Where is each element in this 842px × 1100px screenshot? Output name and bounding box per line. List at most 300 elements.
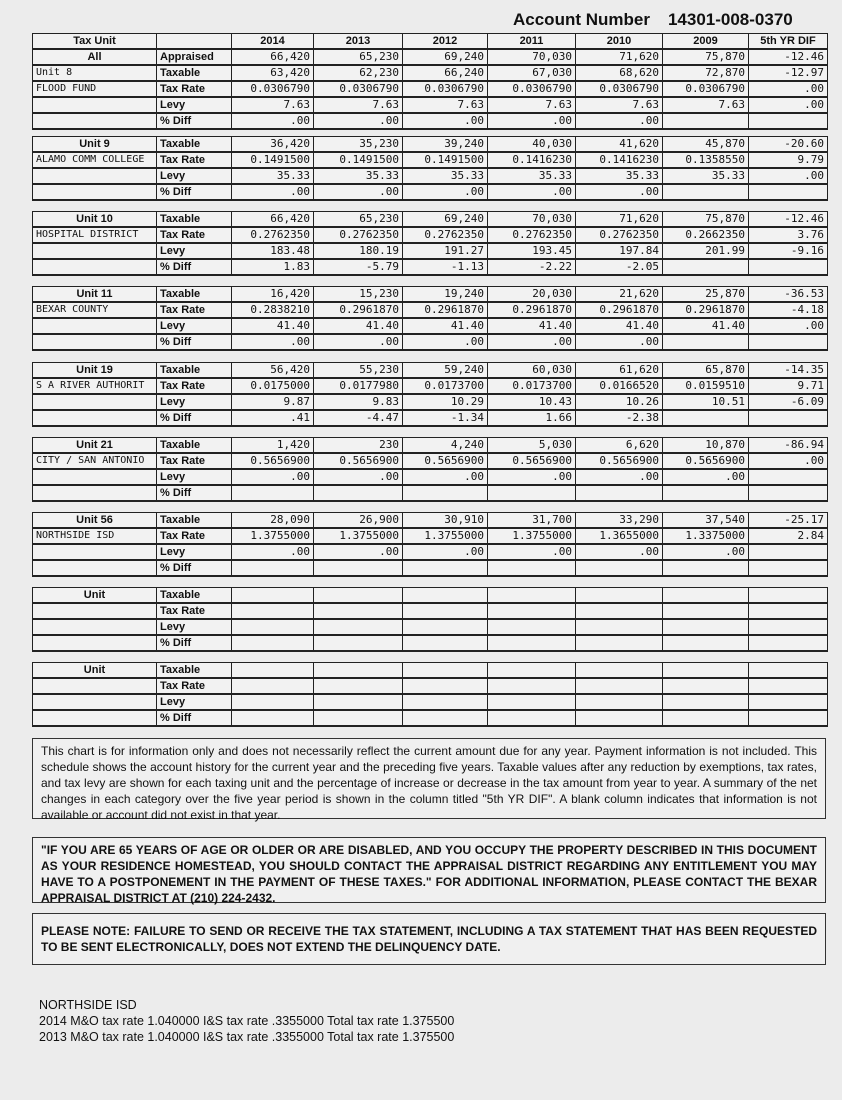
value-cell: 201.99 <box>663 243 749 259</box>
value-cell: 7.63 <box>403 97 488 113</box>
unit-cell: Unit <box>33 588 157 604</box>
value-cell: 193.45 <box>488 243 576 259</box>
value-cell <box>403 619 488 635</box>
value-cell: -6.09 <box>749 394 828 410</box>
row-label: Taxable <box>157 287 232 303</box>
value-cell: 9.87 <box>232 394 314 410</box>
value-cell: .00 <box>488 184 576 200</box>
tax-unit-table <box>32 286 828 351</box>
value-cell <box>314 619 403 635</box>
value-cell: 45,870 <box>663 137 749 153</box>
value-cell: 183.48 <box>232 243 314 259</box>
value-cell <box>488 619 576 635</box>
value-cell: 61,620 <box>576 363 663 379</box>
value-cell <box>314 678 403 694</box>
value-cell: .00 <box>232 113 314 129</box>
value-cell: 10,870 <box>663 438 749 454</box>
value-cell <box>749 259 828 275</box>
value-cell <box>749 410 828 426</box>
value-cell: 30,910 <box>403 513 488 529</box>
value-cell: .00 <box>488 334 576 350</box>
unit-cell: NORTHSIDE ISD <box>33 528 157 544</box>
value-cell: 10.51 <box>663 394 749 410</box>
value-cell <box>232 619 314 635</box>
value-cell: 41,620 <box>576 137 663 153</box>
value-cell: -12.97 <box>749 65 828 81</box>
row-label: Appraised <box>157 49 232 65</box>
value-cell: .00 <box>749 97 828 113</box>
value-cell: -12.46 <box>749 212 828 228</box>
value-cell: 40,030 <box>488 137 576 153</box>
value-cell: 0.0306790 <box>403 81 488 97</box>
row-label: Tax Rate <box>157 678 232 694</box>
tax-unit-table <box>32 211 828 276</box>
value-cell: 41.40 <box>314 318 403 334</box>
value-cell: 7.63 <box>232 97 314 113</box>
value-cell: .00 <box>403 113 488 129</box>
unit-cell: CITY / SAN ANTONIO <box>33 453 157 469</box>
table-row <box>33 97 828 113</box>
value-cell <box>314 560 403 576</box>
value-cell: 62,230 <box>314 65 403 81</box>
value-cell: 69,240 <box>403 49 488 65</box>
value-cell <box>749 694 828 710</box>
value-cell <box>663 663 749 679</box>
value-cell: 10.43 <box>488 394 576 410</box>
value-cell: 59,240 <box>403 363 488 379</box>
value-cell: 0.2838210 <box>232 302 314 318</box>
table-row <box>33 710 828 726</box>
row-label: Levy <box>157 694 232 710</box>
value-cell: -2.22 <box>488 259 576 275</box>
value-cell: .00 <box>232 334 314 350</box>
value-cell <box>403 678 488 694</box>
value-cell: -25.17 <box>749 513 828 529</box>
value-cell: 72,870 <box>663 65 749 81</box>
header-year: 2009 <box>663 34 749 50</box>
value-cell: .00 <box>576 113 663 129</box>
value-cell: 56,420 <box>232 363 314 379</box>
value-cell: 0.2961870 <box>403 302 488 318</box>
delinquency-note: PLEASE NOTE: FAILURE TO SEND OR RECEIVE THE TAX STATEMENT, INCLUDING A TAX STATEMENT THAT HAS BEEN REQUESTED TO BE SENT ELECTRONICALLY, DOES NOT EXTEND THE DELINQUENCY DATE. <box>32 913 826 965</box>
value-cell: 9.83 <box>314 394 403 410</box>
table-row <box>33 635 828 651</box>
table-row <box>33 334 828 350</box>
value-cell <box>663 184 749 200</box>
value-cell: 55,230 <box>314 363 403 379</box>
row-label: Taxable <box>157 65 232 81</box>
value-cell: 5,030 <box>488 438 576 454</box>
table-row <box>33 259 828 275</box>
value-cell: .00 <box>314 334 403 350</box>
value-cell: 7.63 <box>576 97 663 113</box>
value-cell: 66,420 <box>232 212 314 228</box>
value-cell: 41.40 <box>232 318 314 334</box>
value-cell: 0.2961870 <box>663 302 749 318</box>
value-cell <box>403 603 488 619</box>
value-cell: 1,420 <box>232 438 314 454</box>
value-cell: 180.19 <box>314 243 403 259</box>
tax-unit-table <box>32 33 828 130</box>
value-cell <box>232 710 314 726</box>
row-label: Levy <box>157 394 232 410</box>
value-cell <box>663 259 749 275</box>
footer-line: 2013 M&O tax rate 1.040000 I&S tax rate .3355000 Total tax rate 1.375500 <box>39 1030 455 1044</box>
header-year: 2011 <box>488 34 576 50</box>
table-row <box>33 227 828 243</box>
footer-line: 2014 M&O tax rate 1.040000 I&S tax rate .3355000 Total tax rate 1.375500 <box>39 1014 455 1028</box>
value-cell: -2.05 <box>576 259 663 275</box>
row-label: Tax Rate <box>157 453 232 469</box>
unit-cell <box>33 243 157 259</box>
value-cell <box>663 603 749 619</box>
value-cell: .00 <box>749 168 828 184</box>
row-label: Taxable <box>157 137 232 153</box>
value-cell: 0.0159510 <box>663 378 749 394</box>
value-cell <box>576 678 663 694</box>
row-label: % Diff <box>157 113 232 129</box>
value-cell: 0.0306790 <box>576 81 663 97</box>
unit-cell: Unit 21 <box>33 438 157 454</box>
info-note: This chart is for information only and does not necessarily reflect the current amount due for any year. Payment information is not included. This schedule shows the account history for the current year and the preceding five years. Taxable values after any reduction by exemptions, tax rates, and tax levy are shown for each taxing unit and the percentage of increase or decrease in the tax amount from year to year. A summary of the net changes in each category over the five year period is shown in the column titled "5th YR DIF". A blank column indicates that information is not available or account did not exist in that year. <box>32 738 826 819</box>
value-cell: 0.0306790 <box>314 81 403 97</box>
value-cell: 35.33 <box>403 168 488 184</box>
unit-cell <box>33 469 157 485</box>
value-cell: 1.66 <box>488 410 576 426</box>
unit-cell <box>33 410 157 426</box>
value-cell: .00 <box>488 544 576 560</box>
unit-cell <box>33 485 157 501</box>
table-row <box>33 513 828 529</box>
value-cell: 9.79 <box>749 152 828 168</box>
unit-cell: S A RIVER AUTHORIT <box>33 378 157 394</box>
value-cell <box>314 603 403 619</box>
value-cell: .00 <box>232 469 314 485</box>
account-label: Account Number <box>513 10 650 29</box>
value-cell: 75,870 <box>663 212 749 228</box>
value-cell <box>232 635 314 651</box>
unit-cell: HOSPITAL DISTRICT <box>33 227 157 243</box>
value-cell: .00 <box>663 544 749 560</box>
value-cell: .00 <box>749 453 828 469</box>
value-cell: 41.40 <box>488 318 576 334</box>
table-row <box>33 678 828 694</box>
table-row <box>33 438 828 454</box>
value-cell: 0.2662350 <box>663 227 749 243</box>
table-row <box>33 410 828 426</box>
value-cell: 33,290 <box>576 513 663 529</box>
value-cell <box>749 485 828 501</box>
value-cell <box>403 560 488 576</box>
value-cell <box>488 485 576 501</box>
value-cell <box>576 603 663 619</box>
unit-cell: FLOOD FUND <box>33 81 157 97</box>
value-cell: .00 <box>232 544 314 560</box>
value-cell <box>749 113 828 129</box>
value-cell <box>232 588 314 604</box>
unit-cell <box>33 619 157 635</box>
table-row <box>33 603 828 619</box>
value-cell: -1.13 <box>403 259 488 275</box>
value-cell: 35,230 <box>314 137 403 153</box>
value-cell: 0.2762350 <box>576 227 663 243</box>
row-label: % Diff <box>157 560 232 576</box>
value-cell: 41.40 <box>403 318 488 334</box>
value-cell: 0.2762350 <box>232 227 314 243</box>
value-cell: 0.0173700 <box>488 378 576 394</box>
table-row <box>33 619 828 635</box>
unit-cell: BEXAR COUNTY <box>33 302 157 318</box>
value-cell <box>663 334 749 350</box>
value-cell <box>663 560 749 576</box>
value-cell: 230 <box>314 438 403 454</box>
value-cell: 75,870 <box>663 49 749 65</box>
value-cell <box>488 694 576 710</box>
row-label: Tax Rate <box>157 603 232 619</box>
value-cell <box>576 619 663 635</box>
value-cell <box>232 560 314 576</box>
value-cell: 1.83 <box>232 259 314 275</box>
row-label: Tax Rate <box>157 152 232 168</box>
value-cell: 1.3755000 <box>314 528 403 544</box>
value-cell: 9.71 <box>749 378 828 394</box>
table-row <box>33 318 828 334</box>
value-cell: -36.53 <box>749 287 828 303</box>
row-label: Taxable <box>157 663 232 679</box>
tax-unit-table <box>32 662 828 727</box>
row-label: % Diff <box>157 410 232 426</box>
value-cell: 39,240 <box>403 137 488 153</box>
unit-cell <box>33 184 157 200</box>
value-cell <box>232 678 314 694</box>
row-label: Tax Rate <box>157 227 232 243</box>
tax-unit-table <box>32 136 828 201</box>
unit-cell <box>33 603 157 619</box>
value-cell: 21,620 <box>576 287 663 303</box>
value-cell <box>749 334 828 350</box>
value-cell: .00 <box>314 184 403 200</box>
value-cell <box>749 560 828 576</box>
value-cell: 66,240 <box>403 65 488 81</box>
unit-cell <box>33 97 157 113</box>
row-label: Tax Rate <box>157 81 232 97</box>
header-tax-unit: Tax Unit <box>33 34 157 50</box>
table-row <box>33 544 828 560</box>
value-cell: -86.94 <box>749 438 828 454</box>
table-row <box>33 485 828 501</box>
value-cell: .00 <box>403 184 488 200</box>
unit-cell: All <box>33 49 157 65</box>
value-cell: 6,620 <box>576 438 663 454</box>
unit-cell <box>33 678 157 694</box>
row-label: Taxable <box>157 212 232 228</box>
value-cell: 35.33 <box>663 168 749 184</box>
value-cell: 10.29 <box>403 394 488 410</box>
value-cell: 71,620 <box>576 212 663 228</box>
value-cell <box>749 678 828 694</box>
value-cell: 26,900 <box>314 513 403 529</box>
value-cell: -20.60 <box>749 137 828 153</box>
row-label: Taxable <box>157 363 232 379</box>
value-cell: -5.79 <box>314 259 403 275</box>
table-row <box>33 287 828 303</box>
value-cell: 0.1491500 <box>403 152 488 168</box>
value-cell: 0.1416230 <box>488 152 576 168</box>
value-cell <box>576 588 663 604</box>
value-cell <box>488 603 576 619</box>
unit-cell: Unit 11 <box>33 287 157 303</box>
value-cell <box>403 485 488 501</box>
row-label: % Diff <box>157 485 232 501</box>
table-row <box>33 469 828 485</box>
value-cell: .00 <box>232 184 314 200</box>
value-cell <box>488 588 576 604</box>
value-cell <box>488 635 576 651</box>
value-cell: 36,420 <box>232 137 314 153</box>
table-row <box>33 302 828 318</box>
unit-cell <box>33 168 157 184</box>
table-row <box>33 137 828 153</box>
value-cell <box>749 710 828 726</box>
tax-unit-table <box>32 362 828 427</box>
value-cell <box>232 485 314 501</box>
value-cell <box>663 694 749 710</box>
row-label: % Diff <box>157 259 232 275</box>
value-cell: 1.3375000 <box>663 528 749 544</box>
unit-cell <box>33 394 157 410</box>
value-cell: .00 <box>314 113 403 129</box>
unit-cell <box>33 560 157 576</box>
value-cell: .00 <box>576 544 663 560</box>
row-label: Levy <box>157 243 232 259</box>
table-row <box>33 560 828 576</box>
value-cell <box>749 663 828 679</box>
value-cell: 0.5656900 <box>663 453 749 469</box>
value-cell <box>663 588 749 604</box>
value-cell: 69,240 <box>403 212 488 228</box>
table-row <box>33 81 828 97</box>
unit-cell: Unit 56 <box>33 513 157 529</box>
value-cell: 19,240 <box>403 287 488 303</box>
table-row <box>33 588 828 604</box>
header-fifth-yr-dif: 5th YR DIF <box>749 34 828 50</box>
value-cell <box>232 663 314 679</box>
row-label: Tax Rate <box>157 302 232 318</box>
value-cell <box>576 485 663 501</box>
value-cell <box>749 588 828 604</box>
tax-unit-table <box>32 437 828 502</box>
unit-cell: Unit 19 <box>33 363 157 379</box>
footer-rates <box>39 997 454 1045</box>
value-cell: 41.40 <box>576 318 663 334</box>
value-cell: 35.33 <box>314 168 403 184</box>
row-label: Levy <box>157 544 232 560</box>
value-cell: 0.5656900 <box>314 453 403 469</box>
unit-cell <box>33 334 157 350</box>
unit-cell <box>33 544 157 560</box>
table-row <box>33 394 828 410</box>
unit-cell <box>33 259 157 275</box>
value-cell <box>314 694 403 710</box>
value-cell: -1.34 <box>403 410 488 426</box>
value-cell <box>488 663 576 679</box>
table-row <box>33 212 828 228</box>
value-cell: .00 <box>576 184 663 200</box>
value-cell: 0.0177980 <box>314 378 403 394</box>
value-cell: .00 <box>403 469 488 485</box>
value-cell: .00 <box>488 113 576 129</box>
value-cell: 35.33 <box>488 168 576 184</box>
value-cell <box>314 710 403 726</box>
value-cell: 0.5656900 <box>232 453 314 469</box>
value-cell: 0.2762350 <box>403 227 488 243</box>
account-number <box>513 10 793 30</box>
row-label: Taxable <box>157 588 232 604</box>
value-cell <box>488 710 576 726</box>
value-cell: 1.3755000 <box>232 528 314 544</box>
value-cell <box>749 635 828 651</box>
unit-cell: ALAMO COMM COLLEGE <box>33 152 157 168</box>
value-cell: 37,540 <box>663 513 749 529</box>
value-cell: 7.63 <box>663 97 749 113</box>
value-cell <box>576 694 663 710</box>
value-cell: 0.2762350 <box>314 227 403 243</box>
value-cell: 10.26 <box>576 394 663 410</box>
unit-cell: Unit 10 <box>33 212 157 228</box>
row-label: Tax Rate <box>157 378 232 394</box>
value-cell: 0.0306790 <box>663 81 749 97</box>
value-cell: 0.2961870 <box>576 302 663 318</box>
value-cell: 7.63 <box>488 97 576 113</box>
value-cell: 0.2961870 <box>488 302 576 318</box>
row-label: Levy <box>157 97 232 113</box>
value-cell: 0.1491500 <box>314 152 403 168</box>
table-row <box>33 453 828 469</box>
row-label: % Diff <box>157 184 232 200</box>
value-cell: 0.0306790 <box>232 81 314 97</box>
value-cell: 0.1358550 <box>663 152 749 168</box>
value-cell: 1.3655000 <box>576 528 663 544</box>
row-label: Levy <box>157 318 232 334</box>
value-cell <box>663 619 749 635</box>
value-cell: 41.40 <box>663 318 749 334</box>
value-cell <box>576 710 663 726</box>
value-cell: 35.33 <box>576 168 663 184</box>
value-cell: -9.16 <box>749 243 828 259</box>
account-number-value: 14301-008-0370 <box>667 10 793 29</box>
value-cell: 65,870 <box>663 363 749 379</box>
value-cell: .00 <box>576 469 663 485</box>
value-cell <box>488 678 576 694</box>
value-cell <box>314 485 403 501</box>
value-cell: 0.1416230 <box>576 152 663 168</box>
unit-cell <box>33 318 157 334</box>
header-year: 2010 <box>576 34 663 50</box>
table-row <box>33 528 828 544</box>
value-cell: .00 <box>403 544 488 560</box>
value-cell: 3.76 <box>749 227 828 243</box>
tax-unit-table <box>32 587 828 652</box>
value-cell: 2.84 <box>749 528 828 544</box>
value-cell <box>663 635 749 651</box>
value-cell: 67,030 <box>488 65 576 81</box>
unit-cell: Unit 9 <box>33 137 157 153</box>
value-cell <box>314 663 403 679</box>
table-row <box>33 363 828 379</box>
value-cell: 0.5656900 <box>576 453 663 469</box>
value-cell: 0.2961870 <box>314 302 403 318</box>
value-cell <box>663 485 749 501</box>
